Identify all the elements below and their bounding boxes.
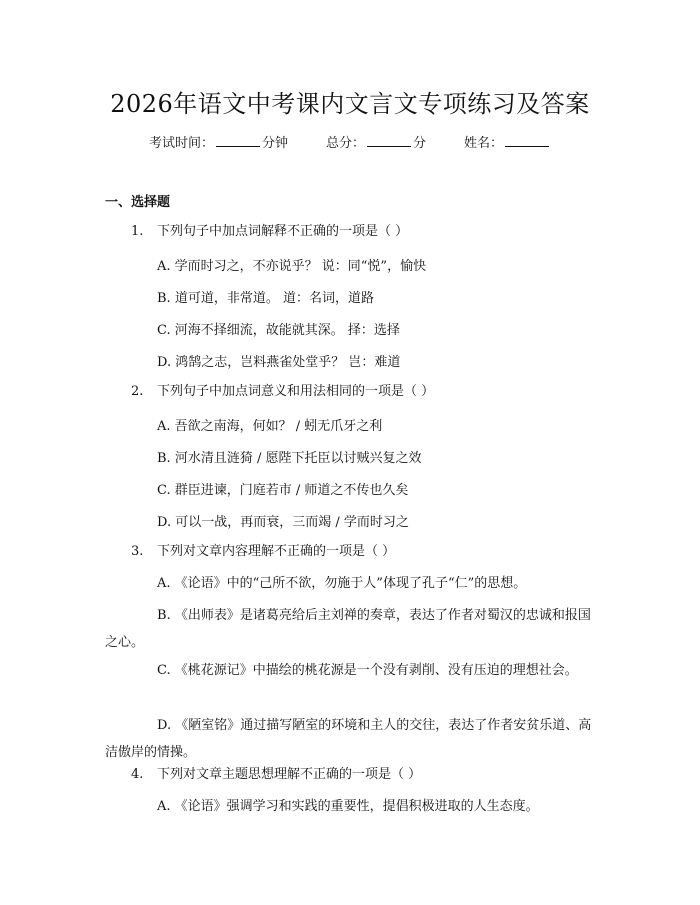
score-unit: 分: [413, 136, 427, 151]
option-2b: B. 河水清且涟猗 / 愿陛下托臣以讨贼兴复之效: [157, 451, 422, 466]
option-1a: A. 学而时习之，不亦说乎？ 说：同“悦”，愉快: [157, 259, 427, 274]
name-blank: [505, 134, 549, 147]
question-3: [131, 542, 395, 562]
question-text: 下列句子中加点词解释不正确的一项是（ ）: [157, 224, 409, 239]
exam-meta: [0, 132, 700, 151]
option-3d: D. 《陋室铭》通过描写陋室的环境和主人的交往，表达了作者安贫乐道、高洁傲岸的情操。: [105, 718, 592, 760]
option-1d: D. 鸿鹄之志，岂料燕雀处堂乎？ 岂：难道: [157, 355, 401, 370]
time-unit: 分钟: [261, 136, 288, 151]
score-label: 总分：: [325, 136, 365, 151]
time-field: [149, 132, 288, 151]
time-label: 考试时间：: [148, 136, 214, 151]
option-4a: A. 《论语》强调学习和实践的重要性，提倡积极进取的人生态度。: [157, 799, 539, 814]
option-3b: B. 《出师表》是诸葛亮给后主刘禅的奏章，表达了作者对蜀汉的忠诚和报国之心。: [105, 608, 591, 650]
question-text: 下列对文章内容理解不正确的一项是（ ）: [157, 544, 396, 559]
option-3c: C. 《桃花源记》中描绘的桃花源是一个没有剥削、没有压迫的理想社会。: [157, 663, 578, 678]
question-number: 2.: [131, 384, 144, 399]
name-label: 姓名：: [464, 136, 504, 151]
question-text: 下列句子中加点词意义和用法相同的一项是（ ）: [157, 384, 435, 399]
question-number: 3.: [131, 544, 144, 559]
time-blank: [216, 134, 260, 147]
question-text: 下列对文章主题思想理解不正确的一项是（ ）: [157, 767, 422, 782]
option-1c: C. 河海不择细流，故能就其深。 择：选择: [157, 323, 400, 338]
question-number: 1.: [131, 224, 144, 239]
score-blank: [367, 134, 411, 147]
score-field: [326, 132, 426, 151]
question-number: 4.: [131, 767, 144, 782]
section-heading: 一、选择题: [105, 195, 171, 210]
option-3a: A. 《论语》中的“己所不欲，勿施于人”体现了孔子“仁”的思想。: [157, 576, 527, 591]
question-4: [131, 765, 421, 785]
option-1b: B. 道可道，非常道。 道：名词，道路: [157, 291, 374, 306]
question-1: [131, 222, 408, 242]
question-2: [131, 382, 434, 402]
name-field: [464, 132, 551, 151]
option-2a: A. 吾欲之南海，何如？ / 蚓无爪牙之利: [157, 419, 383, 434]
option-2c: C. 群臣进谏，门庭若市 / 师道之不传也久矣: [157, 483, 409, 498]
option-2d: D. 可以一战，再而衰，三而竭 / 学而时习之: [157, 515, 409, 530]
document-title: 2026年语文中考课内文言文专项练习及答案: [110, 90, 590, 118]
